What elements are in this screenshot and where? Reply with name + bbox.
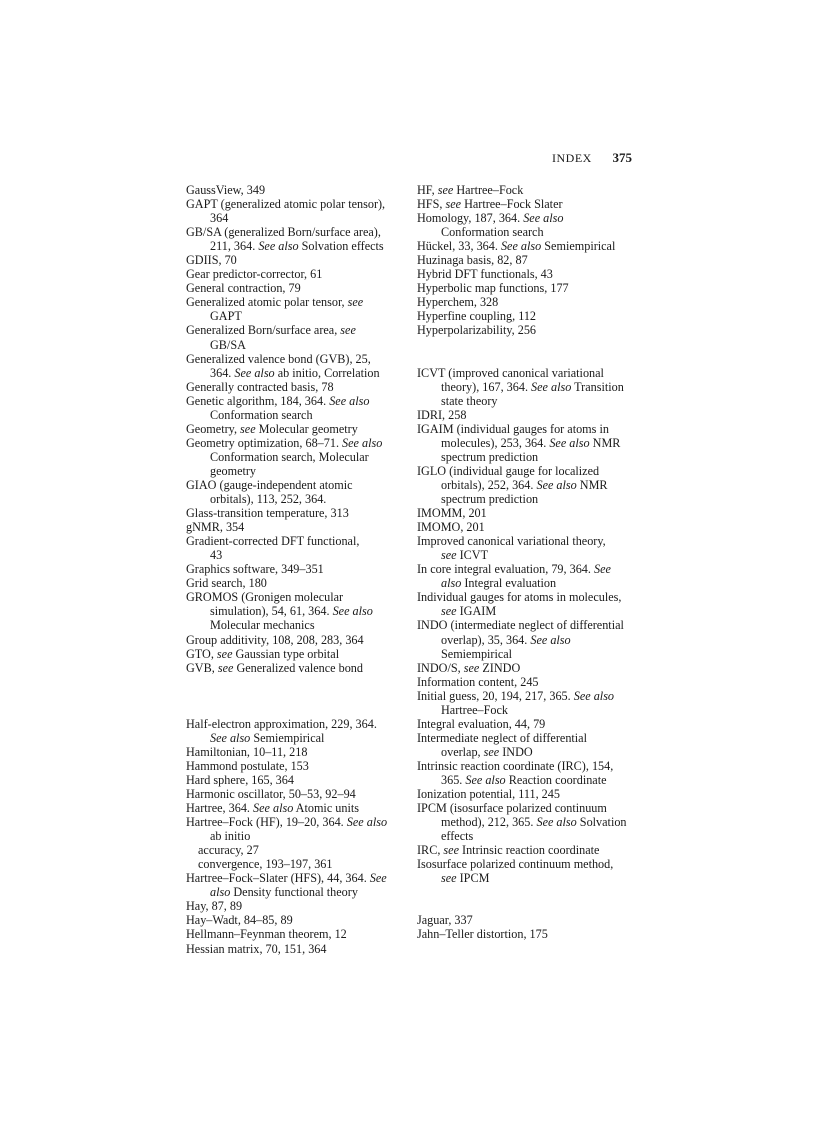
index-entry: Hartree, 364. See also Atomic units: [186, 801, 359, 816]
index-entry-continuation: spectrum prediction: [441, 492, 539, 507]
index-entry: Hartree–Fock–Slater (HFS), 44, 364. See: [186, 871, 387, 886]
index-entry: Hyperfine coupling, 112: [417, 309, 537, 324]
index-entry: HFS, see Hartree–Fock Slater: [417, 197, 563, 212]
index-entry-continuation: also Density functional theory: [210, 885, 358, 900]
index-subentry: convergence, 193–197, 361: [198, 857, 333, 872]
section-spacer: [186, 689, 416, 703]
index-entry: GIAO (gauge-independent atomic: [186, 477, 353, 492]
index-entry-continuation: 364. See also ab initio, Correlation: [210, 365, 380, 380]
running-header: [552, 149, 642, 167]
index-entry-continuation: see ICVT: [441, 548, 489, 563]
index-entry: Group additivity, 108, 208, 283, 364: [186, 632, 364, 647]
section-title: INDEX: [552, 151, 592, 165]
index-entry: IDRI, 258: [417, 407, 467, 422]
index-entry: Hay, 87, 89: [186, 899, 243, 914]
section-spacer: [417, 352, 647, 366]
index-entry-continuation: also Integral evaluation: [441, 576, 557, 591]
index-entry-continuation: method), 212, 365. See also Solvation: [441, 815, 627, 830]
index-entry: Generalized atomic polar tensor, see: [186, 295, 364, 310]
index-entry-continuation: geometry: [210, 463, 257, 478]
index-entry: Intermediate neglect of differential: [417, 730, 587, 745]
index-entry-continuation: 364: [210, 211, 229, 226]
index-entry: Individual gauges for atoms in molecules,: [417, 590, 622, 605]
index-entry-continuation: see IGAIM: [441, 604, 497, 619]
index-entry: Hammond postulate, 153: [186, 758, 309, 773]
index-entry-continuation: simulation), 54, 61, 364. See also: [210, 604, 373, 619]
index-entry-continuation: ab initio: [210, 829, 251, 844]
index-entry: Hard sphere, 165, 364: [186, 772, 294, 787]
section-spacer: [417, 885, 647, 899]
section-spacer: [417, 899, 647, 913]
index-entry: Improved canonical variational theory,: [417, 534, 606, 549]
index-column-right: [417, 183, 647, 942]
index-entry-continuation: orbitals), 252, 364. See also NMR: [441, 477, 608, 492]
index-entry: Hartree–Fock (HF), 19–20, 364. See also: [186, 815, 388, 830]
index-entry: GTO, see Gaussian type orbital: [186, 646, 340, 661]
index-entry: Jaguar, 337: [417, 913, 473, 928]
index-entry: Generalized Born/surface area, see: [186, 323, 356, 338]
index-entry-continuation: theory), 167, 364. See also Transition: [441, 379, 624, 394]
index-entry-continuation: Hartree–Fock: [441, 702, 509, 717]
index-entry: Hybrid DFT functionals, 43: [417, 267, 553, 282]
index-entry: Homology, 187, 364. See also: [417, 211, 564, 226]
index-entry: Genetic algorithm, 184, 364. See also: [186, 393, 370, 408]
index-entry: Ionization potential, 111, 245: [417, 787, 560, 802]
index-entry: IMOMM, 201: [417, 506, 487, 521]
index-entry-continuation: spectrum prediction: [441, 449, 539, 464]
index-entry-continuation: see IPCM: [441, 871, 490, 886]
index-entry: Hamiltonian, 10–11, 218: [186, 744, 308, 759]
index-entry: Hyperchem, 328: [417, 295, 499, 310]
index-entry: GDIIS, 70: [186, 253, 237, 268]
index-entry: Gradient-corrected DFT functional,: [186, 534, 360, 549]
index-entry: IGLO (individual gauge for localized: [417, 463, 600, 478]
index-entry: INDO/S, see ZINDO: [417, 660, 521, 675]
index-entry: Hückel, 33, 364. See also Semiempirical: [417, 239, 616, 254]
section-spacer: [186, 703, 416, 717]
index-entry: Integral evaluation, 44, 79: [417, 716, 546, 731]
index-entry: IRC, see Intrinsic reaction coordinate: [417, 843, 600, 858]
index-entry: GaussView, 349: [186, 183, 266, 197]
index-entry: Harmonic oscillator, 50–53, 92–94: [186, 787, 356, 802]
index-entry-continuation: overlap), 35, 364. See also: [441, 632, 571, 647]
index-entry: General contraction, 79: [186, 281, 301, 296]
index-entry: Generalized valence bond (GVB), 25,: [186, 351, 371, 366]
index-entry: Geometry optimization, 68–71. See also: [186, 435, 383, 450]
index-entry: ICVT (improved canonical variational: [417, 365, 604, 380]
index-entry: Half-electron approximation, 229, 364.: [186, 716, 377, 731]
index-entry: Initial guess, 20, 194, 217, 365. See also: [417, 688, 615, 703]
section-spacer: [417, 338, 647, 352]
page-number: 375: [612, 150, 632, 165]
index-entry: Hay–Wadt, 84–85, 89: [186, 913, 293, 928]
index-entry: GVB, see Generalized valence bond: [186, 660, 363, 675]
index-entry: Glass-transition temperature, 313: [186, 506, 349, 521]
index-entry-continuation: Conformation search, Molecular: [210, 449, 369, 464]
index-entry: gNMR, 354: [186, 520, 245, 535]
index-entry-continuation: Molecular mechanics: [210, 618, 315, 633]
index-entry-continuation: state theory: [441, 393, 498, 408]
index-entry: Hyperpolarizability, 256: [417, 323, 537, 338]
index-entry: HF, see Hartree–Fock: [417, 183, 524, 197]
index-entry-continuation: 211, 364. See also Solvation effects: [210, 239, 384, 254]
index-entry-continuation: orbitals), 113, 252, 364.: [210, 492, 327, 507]
index-entry-continuation: molecules), 253, 364. See also NMR: [441, 435, 621, 450]
index-entry: GB/SA (generalized Born/surface area),: [186, 225, 381, 240]
index-entry: Generally contracted basis, 78: [186, 379, 334, 394]
index-entry-continuation: Conformation search: [210, 407, 313, 422]
index-entry-continuation: GB/SA: [210, 337, 246, 352]
index-entry: INDO (intermediate neglect of differential: [417, 618, 624, 633]
index-entry: Grid search, 180: [186, 576, 267, 591]
index-entry: Jahn–Teller distortion, 175: [417, 927, 548, 942]
index-entry: IGAIM (individual gauges for atoms in: [417, 421, 609, 436]
index-entry: Hessian matrix, 70, 151, 364: [186, 941, 327, 956]
index-entry: IPCM (isosurface polarized continuum: [417, 801, 607, 816]
index-entry-continuation: Semiempirical: [441, 646, 513, 661]
index-entry-continuation: 365. See also Reaction coordinate: [441, 772, 607, 787]
section-spacer: [186, 675, 416, 689]
index-entry: Gear predictor-corrector, 61: [186, 267, 323, 282]
index-subentry: accuracy, 27: [198, 843, 259, 858]
index-entry-continuation: effects: [441, 829, 474, 844]
index-entry: IMOMO, 201: [417, 520, 485, 535]
index-entry: Hellmann–Feynman theorem, 12: [186, 927, 347, 942]
index-entry-continuation: 43: [210, 548, 223, 563]
index-entry: Information content, 245: [417, 674, 539, 689]
index-entry-continuation: Conformation search: [441, 225, 544, 240]
index-entry-continuation: overlap, see INDO: [441, 744, 533, 759]
index-entry-continuation: See also Semiempirical: [210, 730, 325, 745]
index-column-left: [186, 183, 416, 956]
index-entry: Huzinaga basis, 82, 87: [417, 253, 528, 268]
index-entry: Graphics software, 349–351: [186, 562, 324, 577]
index-entry: GROMOS (Gronigen molecular: [186, 590, 344, 605]
index-entry-continuation: GAPT: [210, 309, 242, 324]
index-entry: Isosurface polarized continuum method,: [417, 857, 614, 872]
index-entry: GAPT (generalized atomic polar tensor),: [186, 197, 386, 212]
index-entry: Intrinsic reaction coordinate (IRC), 154,: [417, 758, 614, 773]
index-entry: Geometry, see Molecular geometry: [186, 421, 358, 436]
index-entry: Hyperbolic map functions, 177: [417, 281, 569, 296]
index-entry: In core integral evaluation, 79, 364. See: [417, 562, 611, 577]
